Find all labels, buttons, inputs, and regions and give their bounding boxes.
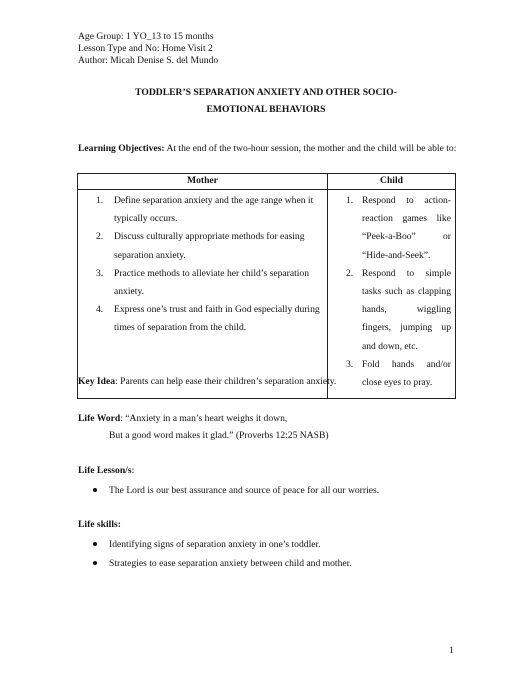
- list-item: [332, 356, 451, 392]
- item-text: The Lord is our best assurance and source of peace for all our worries.: [109, 485, 380, 496]
- learning-objectives-label: Learning Objectives:: [78, 143, 165, 154]
- child-objectives-cell: [328, 190, 456, 399]
- child-column-header: Child: [328, 174, 456, 190]
- list-item: [78, 554, 352, 573]
- item-number: 4.: [96, 304, 104, 316]
- life-lesson-list: [78, 481, 379, 500]
- item-text: Define separation anxiety and the age range when it typically occurs.: [114, 195, 314, 225]
- list-item: [332, 265, 451, 356]
- item-number: 2.: [346, 267, 354, 279]
- lesson-header: [78, 31, 218, 67]
- mother-objectives-list: [82, 192, 323, 338]
- item-text: Identifying signs of separation anxiety in one’s toddler.: [109, 539, 321, 550]
- list-item: [82, 301, 323, 337]
- author: Author: Micah Denise S. del Mundo: [78, 55, 219, 66]
- item-text: Respond to simple tasks such as clapping hands, wiggling fingers, jumping up and down, etc.: [362, 267, 451, 352]
- item-text: Practice methods to alleviate her child’s separation anxiety.: [114, 267, 310, 298]
- life-word-line-2: But a good word makes it glad.” (Proverbs 12:25 NASB): [109, 430, 329, 441]
- list-item: [82, 192, 323, 228]
- mother-objectives-cell: [78, 190, 328, 399]
- key-idea-label: Key Idea: [78, 376, 116, 387]
- mother-column-header: Mother: [78, 174, 328, 190]
- key-idea: [78, 376, 336, 388]
- bullet-icon: [93, 488, 97, 492]
- life-skills-label: Life skills:: [78, 519, 121, 530]
- item-number: 1.: [346, 195, 354, 206]
- life-word-label: Life Word: [78, 413, 121, 424]
- bullet-icon: [93, 542, 97, 546]
- item-number: 1.: [96, 195, 104, 206]
- list-item: [82, 265, 323, 301]
- item-number: 3.: [96, 267, 104, 279]
- document-title-line-2: EMOTIONAL BEHAVIORS: [206, 104, 326, 115]
- life-skills-heading: [78, 519, 121, 531]
- learning-objectives: [78, 140, 458, 157]
- item-text: Discuss culturally appropriate methods for easing separation anxiety.: [114, 231, 305, 261]
- item-text: Fold hands and/or close eyes to pray.: [362, 358, 451, 389]
- age-group: Age Group: 1 YO_13 to 15 months: [78, 31, 214, 42]
- lesson-type: Lesson Type and No: Home Visit 2: [78, 43, 213, 54]
- item-text: Strategies to ease separation anxiety between child and mother.: [109, 558, 352, 569]
- list-item: [332, 192, 451, 265]
- item-number: 3.: [346, 358, 354, 370]
- bullet-icon: [93, 561, 97, 565]
- item-number: 2.: [96, 231, 104, 243]
- list-item: [82, 228, 323, 264]
- item-text: Respond to action-reaction games like “Peek-a-Boo” or “Hide-and-Seek”.: [362, 195, 451, 261]
- life-lesson-heading: [78, 465, 134, 477]
- life-word: [78, 410, 329, 444]
- learning-objectives-text: At the end of the two-hour session, the mother and the child will be able to:: [164, 143, 457, 154]
- list-item: [78, 481, 379, 500]
- list-item: [78, 535, 352, 554]
- life-lesson-label: Life Lesson/s: [78, 465, 132, 476]
- key-idea-text: : Parents can help ease their children’s separation anxiety.: [115, 376, 337, 387]
- objectives-table: [77, 173, 456, 399]
- document-title-line-1: TODDLER’S SEPARATION ANXIETY AND OTHER SOCIO-: [135, 87, 397, 98]
- item-text: Express one’s trust and faith in God especially during times of separation from the child.: [114, 304, 320, 334]
- child-objectives-list: [332, 192, 451, 392]
- page-number: 1: [449, 645, 454, 656]
- life-lesson-colon: :: [131, 465, 135, 476]
- life-skills-list: [78, 535, 352, 573]
- life-word-line-1: : “Anxiety in a man’s heart weighs it down,: [120, 413, 288, 424]
